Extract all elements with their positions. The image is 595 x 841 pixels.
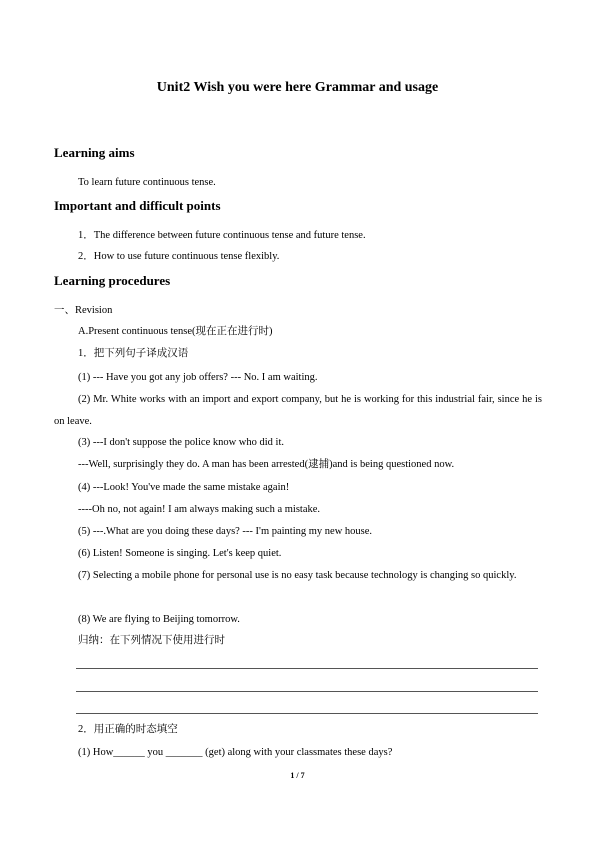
answer-line — [76, 691, 538, 692]
task2-instruction: 2．用正确的时态填空 — [78, 724, 178, 735]
sentence-1: (1) --- Have you got any job offers? --- No. I am waiting. — [78, 372, 318, 383]
point-item: 2．How to use future continuous tense flexibly. — [78, 251, 280, 262]
sentence-4b: ----Oh no, not again! I am always making such a mistake. — [78, 504, 321, 515]
point-item: 1．The difference between future continuous tense and future tense. — [78, 230, 366, 241]
document-title: Unit2 Wish you were here Grammar and usage — [156, 80, 439, 95]
sentence-3b: ---Well, surprisingly they do. A man has been arrested(逮捕)and is being questioned now. — [78, 459, 455, 470]
sentence-2: (2) Mr. White works with an import and export company, but he is working for this industrial fair, since he is on leave. — [54, 394, 542, 427]
summary-prompt: 归纳：在下列情况下使用进行时 — [78, 635, 225, 646]
section-a-label: A.Present continuous tense(现在正在进行时) — [78, 326, 273, 337]
revision-label: 一、Revision — [54, 305, 113, 316]
procedures-heading: Learning procedures — [54, 273, 171, 288]
page-number: 1 / 7 — [290, 771, 305, 780]
sentence-7: (7) Selecting a mobile phone for personal use is no easy task because technology is changing so quickly. — [78, 570, 517, 581]
sentence-8: (8) We are flying to Beijing tomorrow. — [78, 614, 240, 625]
aims-heading: Learning aims — [54, 145, 135, 160]
answer-line — [76, 713, 538, 714]
sentence-4a: (4) ---Look! You've made the same mistake again! — [78, 482, 290, 493]
sentence-3a: (3) ---I don't suppose the police know who did it. — [78, 437, 285, 448]
question-1: (1) How______ you _______ (get) along with your classmates these days? — [78, 747, 393, 758]
task1-instruction: 1．把下列句子译成汉语 — [78, 348, 189, 359]
sentence-6: (6) Listen! Someone is singing. Let's keep quiet. — [78, 548, 282, 559]
aims-text: To learn future continuous tense. — [78, 177, 216, 188]
answer-line — [76, 668, 538, 669]
sentence-5: (5) ---.What are you doing these days? --- I'm painting my new house. — [78, 526, 373, 537]
points-heading: Important and difficult points — [54, 198, 221, 213]
